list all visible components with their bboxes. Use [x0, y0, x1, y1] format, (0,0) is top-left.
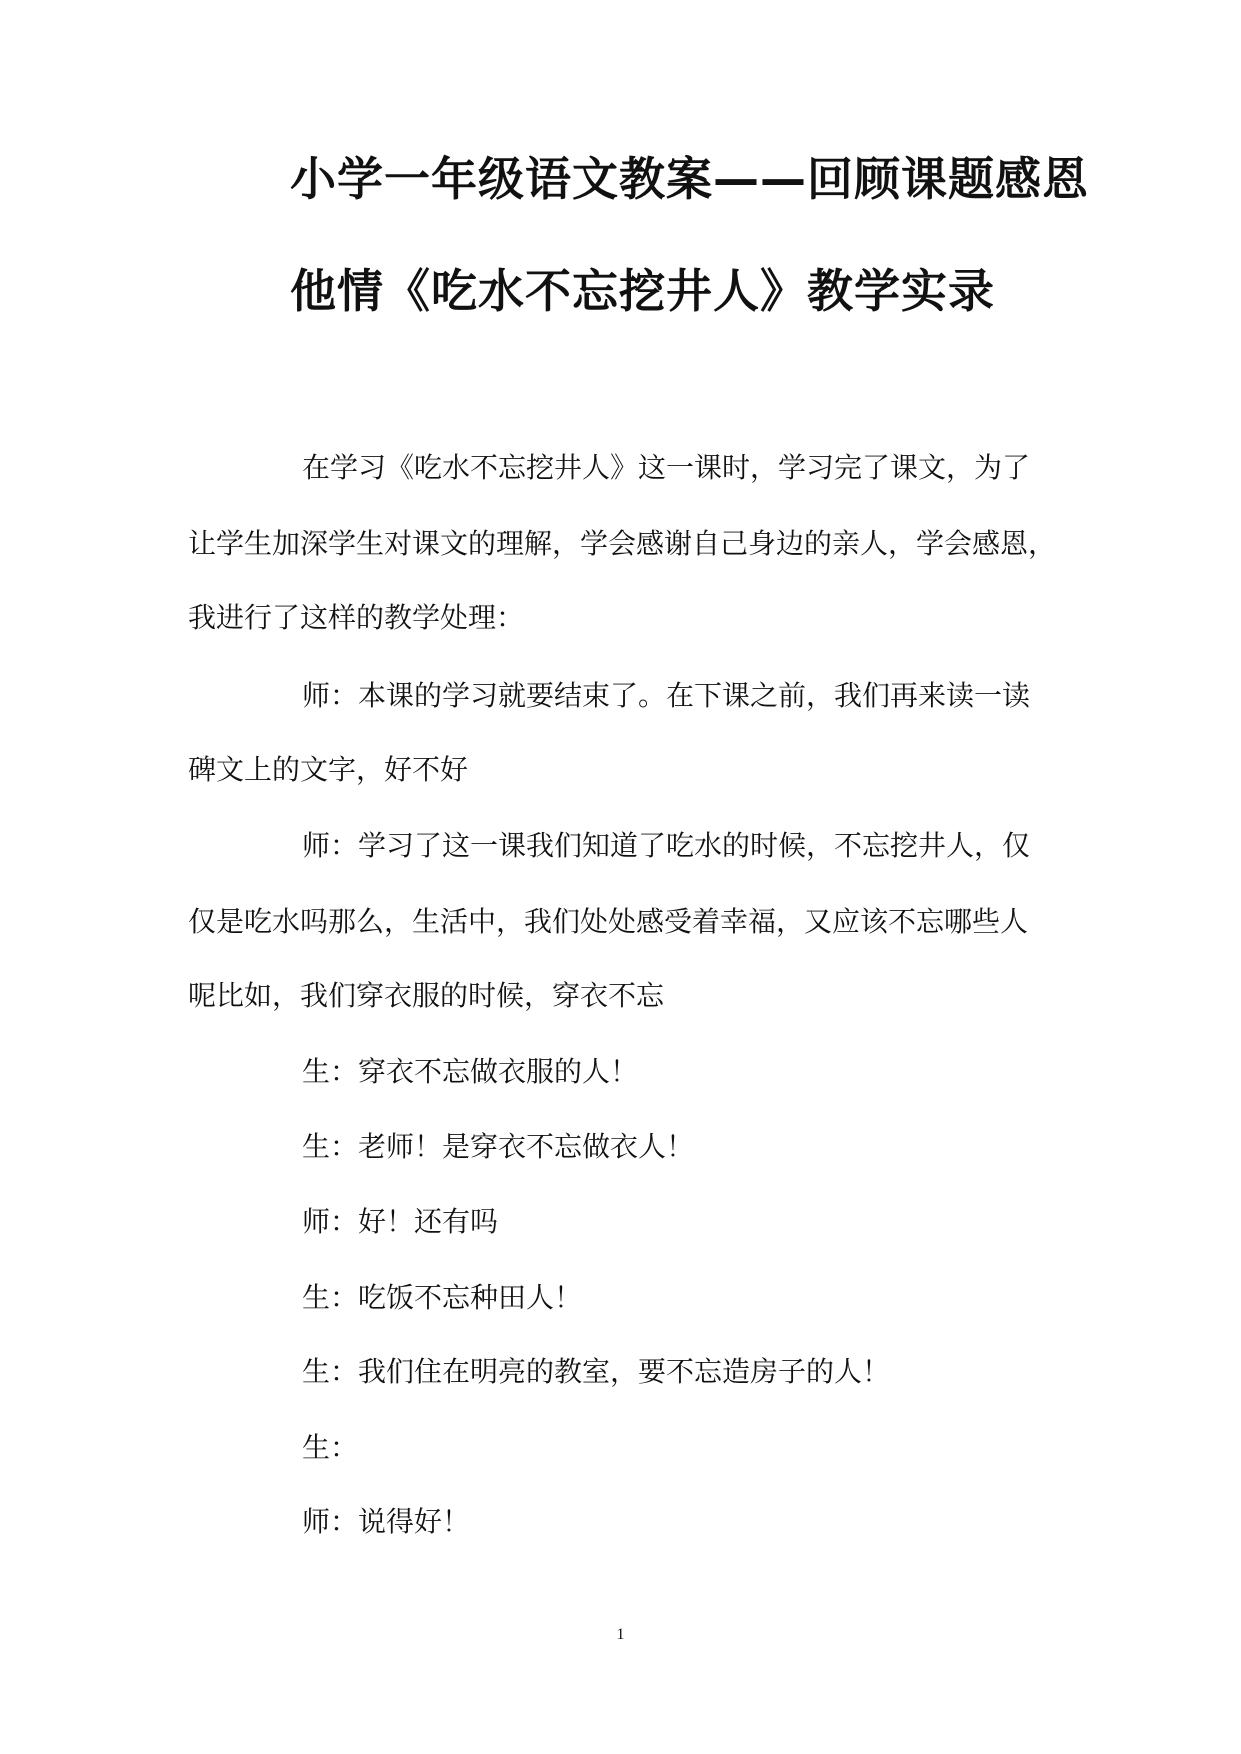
body-line: 让学生加深学生对课文的理解，学会感谢自己身边的亲人，学会感恩， [188, 527, 1057, 560]
body-line: 呢比如，我们穿衣服的时候，穿衣不忘 [188, 979, 665, 1012]
body-line: 师：学习了这一课我们知道了吃水的时候，不忘挖井人，仅 [302, 829, 1031, 862]
page-number: 1 [616, 1626, 625, 1643]
body-line: 生：老师！是穿衣不忘做衣人！ [302, 1130, 695, 1163]
document-title-line-2: 他情《吃水不忘挖井人》教学实录 [290, 264, 995, 318]
body-line: 我进行了这样的教学处理： [188, 601, 525, 634]
body-line: 在学习《吃水不忘挖井人》这一课时，学习完了课文，为了 [302, 451, 1031, 484]
body-line: 生：吃饭不忘种田人！ [302, 1281, 583, 1314]
body-line: 师：说得好！ [302, 1505, 471, 1538]
body-line: 生：穿衣不忘做衣服的人！ [302, 1055, 639, 1088]
body-line: 师：本课的学习就要结束了。在下课之前，我们再来读一读 [302, 679, 1031, 712]
body-line: 仅是吃水吗那么，生活中，我们处处感受着幸福，又应该不忘哪些人 [188, 905, 1029, 938]
body-line: 师：好！还有吗 [302, 1205, 499, 1238]
body-line: 生： [302, 1431, 359, 1464]
body-line: 生：我们住在明亮的教室，要不忘造房子的人！ [302, 1355, 891, 1388]
body-line: 碑文上的文字，好不好 [188, 753, 469, 786]
document-title-line-1: 小学一年级语文教案——回顾课题感恩 [290, 152, 1089, 206]
